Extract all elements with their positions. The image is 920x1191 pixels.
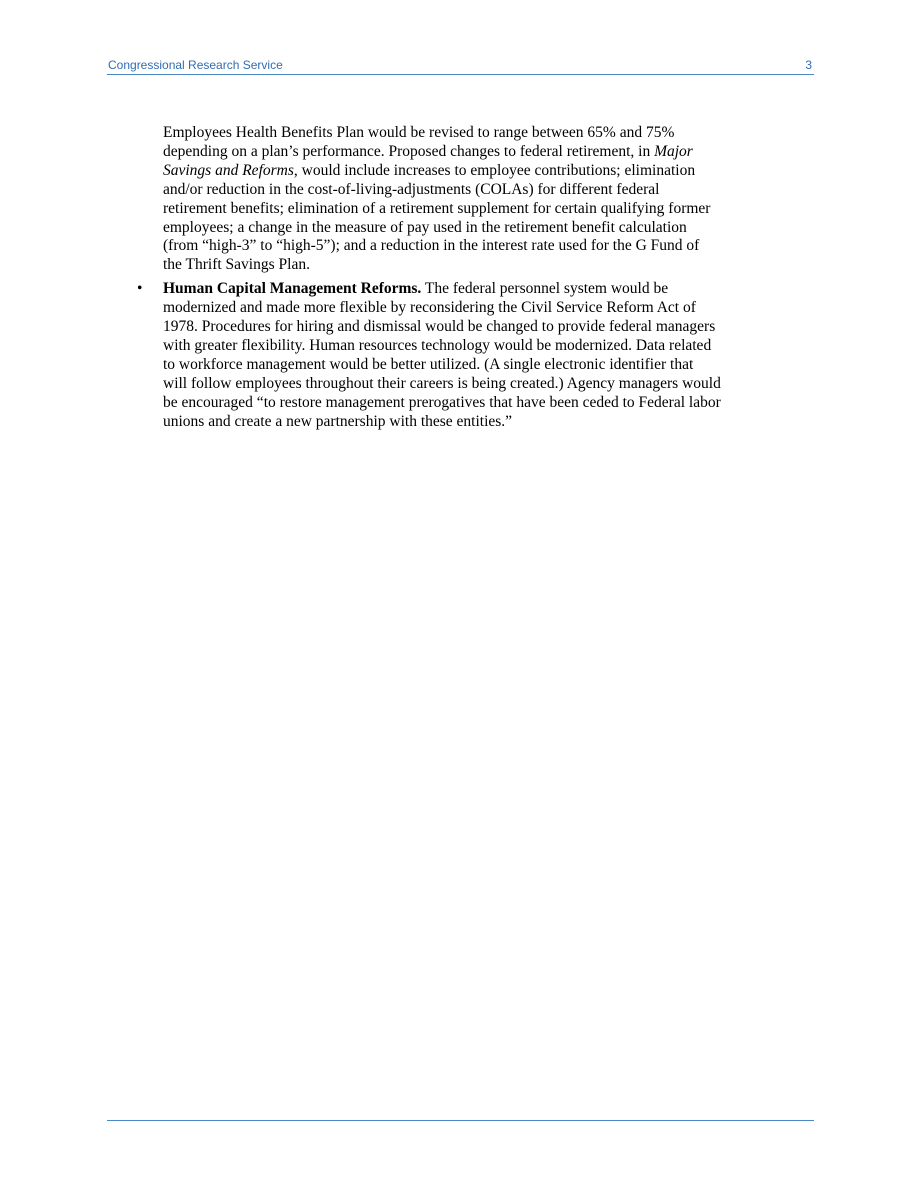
text-line: retirement benefits; elimination of a retirement supplement for certain qualifying former	[163, 199, 711, 217]
text-line: (from “high-3” to “high-5”); and a reduction in the interest rate used for the G Fund of	[163, 237, 700, 255]
bullet-title: Human Capital Management Reforms.	[163, 280, 422, 298]
continuation-paragraph	[163, 124, 773, 275]
text-line: employees; a change in the measure of pay used in the retirement benefit calculation	[163, 218, 687, 236]
text-run: The federal personnel system would be	[421, 280, 669, 298]
text-line: will follow employees throughout their careers is being created.) Agency managers would	[163, 374, 721, 392]
text-line: Employees Health Benefits Plan would be revised to range between 65% and 75%	[163, 124, 675, 141]
text-line: 1978. Procedures for hiring and dismissal would be changed to provide federal managers	[163, 318, 716, 336]
header-publisher: Congressional Research Service	[108, 58, 283, 72]
text-line: be encouraged “to restore management prerogatives that have been ceded to Federal labor	[163, 393, 721, 411]
text-line: and/or reduction in the cost-of-living-adjustments (COLAs) for different federal	[163, 180, 660, 198]
text-run: , would include increases to employee contributions; elimination	[293, 161, 696, 179]
publication-title-italic: Savings and Reforms	[163, 161, 294, 179]
bullet-item-human-capital	[137, 280, 773, 431]
bullet-icon: •	[137, 280, 143, 298]
text-run: depending on a plan’s performance. Proposed changes to federal retirement, in	[163, 142, 655, 160]
text-line	[163, 143, 773, 162]
page-number: 3	[805, 58, 812, 72]
text-line: unions and create a new partnership with these entities.”	[163, 412, 513, 430]
footer-divider	[107, 1120, 814, 1121]
page-header	[107, 57, 814, 75]
publication-title-italic: Major	[654, 142, 693, 160]
text-line	[163, 162, 773, 181]
text-line: the Thrift Savings Plan.	[163, 256, 310, 274]
text-line: modernized and made more flexible by reconsidering the Civil Service Reform Act of	[163, 299, 696, 317]
body-text	[137, 124, 773, 432]
text-line: to workforce management would be better utilized. (A single electronic identifier that	[163, 355, 694, 373]
text-line	[163, 280, 773, 299]
text-line: with greater flexibility. Human resources technology would be modernized. Data related	[163, 336, 712, 354]
